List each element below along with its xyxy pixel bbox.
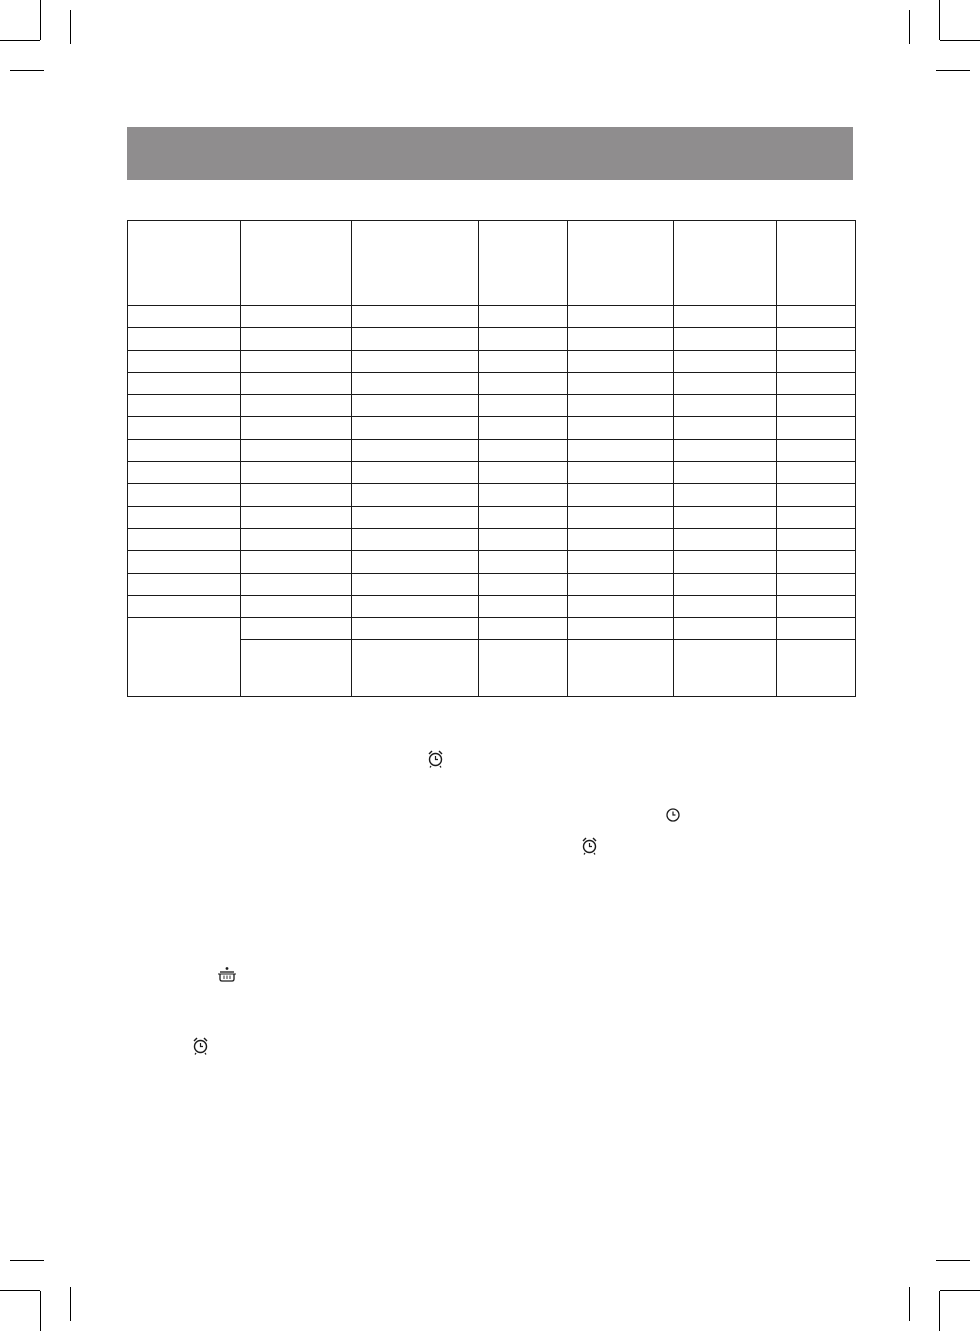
table-cell bbox=[479, 573, 568, 595]
table-cell bbox=[777, 484, 856, 506]
table-cell bbox=[352, 395, 479, 417]
table-cell bbox=[128, 551, 241, 573]
program-table bbox=[127, 220, 856, 697]
column-header bbox=[352, 221, 479, 306]
alarm-clock-icon bbox=[581, 837, 598, 855]
table-cell bbox=[241, 328, 352, 350]
clock-icon bbox=[666, 808, 680, 822]
table-cell bbox=[674, 306, 777, 328]
table-cell bbox=[352, 595, 479, 617]
table-cell bbox=[674, 528, 777, 550]
crop-mark bbox=[70, 10, 71, 44]
table-cell bbox=[568, 551, 674, 573]
table-cell bbox=[777, 395, 856, 417]
table-cell bbox=[128, 328, 241, 350]
group-label-cell bbox=[128, 618, 241, 697]
table-cell bbox=[128, 462, 241, 484]
table-cell bbox=[777, 506, 856, 528]
cooking-pot-icon bbox=[217, 966, 237, 982]
table-row bbox=[128, 350, 856, 372]
table-cell bbox=[241, 350, 352, 372]
column-header bbox=[128, 221, 241, 306]
table-cell bbox=[241, 595, 352, 617]
table-cell bbox=[568, 395, 674, 417]
table-cell bbox=[479, 551, 568, 573]
table-cell bbox=[777, 350, 856, 372]
table-cell bbox=[128, 417, 241, 439]
table-cell bbox=[128, 506, 241, 528]
table-cell bbox=[128, 573, 241, 595]
table-cell bbox=[674, 395, 777, 417]
crop-mark bbox=[10, 70, 44, 71]
crop-mark bbox=[936, 1260, 970, 1261]
table-cell bbox=[352, 551, 479, 573]
table-row bbox=[128, 595, 856, 617]
table-cell bbox=[568, 372, 674, 394]
table-row bbox=[128, 328, 856, 350]
crop-mark bbox=[940, 1290, 980, 1291]
table-cell bbox=[777, 372, 856, 394]
column-header bbox=[568, 221, 674, 306]
table-header-row bbox=[128, 221, 856, 306]
table-cell bbox=[479, 528, 568, 550]
crop-mark bbox=[40, 1291, 41, 1331]
table-cell bbox=[241, 618, 352, 640]
table-cell bbox=[568, 417, 674, 439]
table-cell bbox=[479, 640, 568, 697]
table-cell bbox=[241, 573, 352, 595]
table-row bbox=[128, 506, 856, 528]
column-header bbox=[241, 221, 352, 306]
table-cell bbox=[568, 640, 674, 697]
table-row bbox=[128, 395, 856, 417]
table-cell bbox=[674, 640, 777, 697]
table-cell bbox=[128, 528, 241, 550]
table-row bbox=[128, 573, 856, 595]
table-cell bbox=[674, 372, 777, 394]
table-cell bbox=[568, 328, 674, 350]
table-cell bbox=[128, 306, 241, 328]
table-cell bbox=[479, 595, 568, 617]
table-cell bbox=[479, 618, 568, 640]
table-cell bbox=[568, 618, 674, 640]
table-cell bbox=[777, 618, 856, 640]
crop-mark bbox=[70, 1287, 71, 1321]
table-row bbox=[128, 462, 856, 484]
table-cell bbox=[128, 395, 241, 417]
table-cell bbox=[352, 439, 479, 461]
table-cell bbox=[128, 439, 241, 461]
table-row bbox=[128, 417, 856, 439]
table-cell bbox=[674, 573, 777, 595]
table-cell bbox=[352, 484, 479, 506]
crop-mark bbox=[936, 70, 970, 71]
table-cell bbox=[352, 417, 479, 439]
table-cell bbox=[777, 328, 856, 350]
table-cell bbox=[674, 595, 777, 617]
table-cell bbox=[241, 395, 352, 417]
table-cell bbox=[352, 618, 479, 640]
table-cell bbox=[128, 372, 241, 394]
crop-mark bbox=[939, 0, 940, 40]
table-cell bbox=[352, 506, 479, 528]
table-row bbox=[128, 439, 856, 461]
table-cell bbox=[352, 328, 479, 350]
table-cell bbox=[777, 439, 856, 461]
table-cell bbox=[479, 417, 568, 439]
crop-mark bbox=[40, 0, 41, 40]
table-cell bbox=[479, 306, 568, 328]
column-header bbox=[479, 221, 568, 306]
table-cell bbox=[128, 350, 241, 372]
table-cell bbox=[568, 506, 674, 528]
table-cell bbox=[241, 462, 352, 484]
table-cell bbox=[479, 484, 568, 506]
table-cell bbox=[241, 528, 352, 550]
table-cell bbox=[479, 506, 568, 528]
table-row bbox=[128, 306, 856, 328]
table-cell bbox=[674, 618, 777, 640]
table-cell bbox=[479, 350, 568, 372]
table-cell bbox=[352, 462, 479, 484]
table-cell bbox=[352, 306, 479, 328]
crop-mark bbox=[0, 1290, 40, 1291]
table-cell bbox=[674, 417, 777, 439]
table-cell bbox=[241, 484, 352, 506]
crop-mark bbox=[10, 1260, 44, 1261]
table-cell bbox=[777, 595, 856, 617]
table-cell bbox=[777, 306, 856, 328]
table-cell bbox=[241, 417, 352, 439]
table-cell bbox=[352, 528, 479, 550]
alarm-clock-icon bbox=[192, 1037, 209, 1055]
crop-mark bbox=[0, 40, 40, 41]
table-cell bbox=[568, 528, 674, 550]
table-cell bbox=[352, 573, 479, 595]
crop-mark bbox=[940, 40, 980, 41]
table-cell bbox=[352, 640, 479, 697]
table-row bbox=[128, 528, 856, 550]
table-row bbox=[128, 484, 856, 506]
table-row bbox=[128, 618, 856, 640]
column-header bbox=[674, 221, 777, 306]
table-cell bbox=[777, 573, 856, 595]
table-cell bbox=[568, 595, 674, 617]
crop-mark bbox=[909, 1287, 910, 1321]
table-cell bbox=[568, 462, 674, 484]
table-cell bbox=[568, 306, 674, 328]
table-cell bbox=[777, 551, 856, 573]
table-cell bbox=[777, 528, 856, 550]
table-cell bbox=[568, 350, 674, 372]
table-cell bbox=[241, 439, 352, 461]
table-cell bbox=[352, 350, 479, 372]
section-header-band bbox=[127, 127, 853, 180]
crop-mark bbox=[939, 1291, 940, 1331]
table-cell bbox=[674, 551, 777, 573]
table-cell bbox=[674, 328, 777, 350]
table-cell bbox=[241, 551, 352, 573]
table-cell bbox=[241, 640, 352, 697]
table-cell bbox=[674, 350, 777, 372]
table-cell bbox=[568, 573, 674, 595]
table-cell bbox=[241, 306, 352, 328]
table-cell bbox=[777, 417, 856, 439]
table-cell bbox=[674, 506, 777, 528]
crop-mark bbox=[909, 10, 910, 44]
table-cell bbox=[674, 484, 777, 506]
table-cell bbox=[568, 439, 674, 461]
table-cell bbox=[128, 595, 241, 617]
table-cell bbox=[777, 462, 856, 484]
table-cell bbox=[479, 462, 568, 484]
table-cell bbox=[674, 462, 777, 484]
table-cell bbox=[352, 372, 479, 394]
table-cell bbox=[777, 640, 856, 697]
table-cell bbox=[674, 439, 777, 461]
alarm-clock-icon bbox=[427, 750, 444, 768]
table-cell bbox=[241, 506, 352, 528]
column-header bbox=[777, 221, 856, 306]
table-cell bbox=[479, 439, 568, 461]
table-cell bbox=[479, 372, 568, 394]
table-cell bbox=[479, 395, 568, 417]
table-cell bbox=[241, 372, 352, 394]
table-cell bbox=[128, 484, 241, 506]
table-row bbox=[128, 372, 856, 394]
table-row bbox=[128, 551, 856, 573]
table-cell bbox=[479, 328, 568, 350]
table-cell bbox=[568, 484, 674, 506]
